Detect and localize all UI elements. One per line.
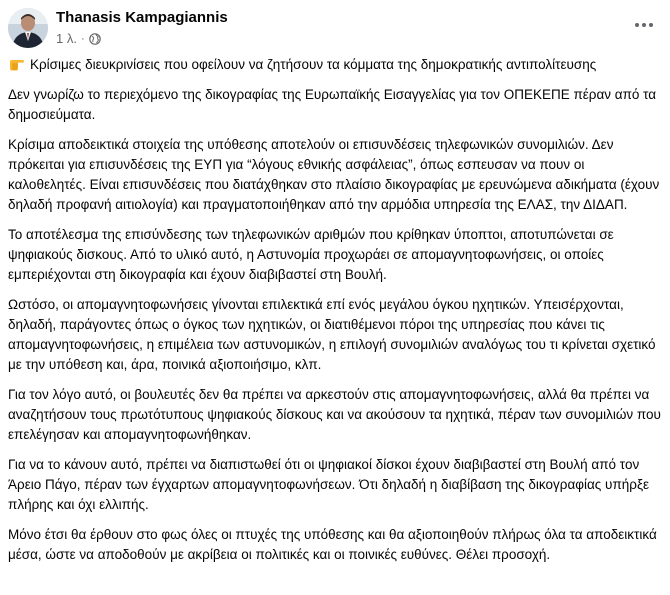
author-avatar[interactable] [8, 8, 48, 48]
post-paragraph: Μόνο έτσι θα έρθουν στο φως όλες οι πτυχές της υπόθεσης και θα αξιοποιηθούν πλήρως όλα τα αποδεικτικά μέσα, ώστε να αποδοθούν με ακρίβεια οι πολιτικές και οι ποινικές ευθύνες. Θέλει προσοχή. [8, 527, 657, 562]
post-paragraph [8, 55, 664, 75]
post-paragraph: Για τον λόγο αυτό, οι βουλευτές δεν θα πρέπει να αρκεστούν στις απομαγνητοφωνήσεις, αλλά θα πρέπει να αναζητήσουν τους πρωτότυπους ψηφιακούς δίσκους και να ακούσουν τα ηχητικά, πέραν των συνομιλιών που επελέγησαν και απομαγνητοφωνήθηκαν. [8, 387, 661, 442]
post-meta [56, 31, 101, 46]
more-options-button[interactable] [632, 13, 656, 37]
post-header [8, 7, 662, 51]
post-paragraph: Κρίσιμα αποδεικτικά στοιχεία της υπόθεσης αποτελούν οι επισυνδέσεις τηλεφωνικών συνομιλιών. Δεν πρόκειται για επισυνδέσεις της ΕΥΠ για “λόγους εθνικής ασφάλειας”, όπως εσπευσαν να πουν οι καλοθελητές. Είναι επισυνδέσεις που διατάχθηκαν στο πλαίσιο δικογραφίας με ερευνώμενα αδικήματα (έχουν δηλαδή προφανή αιτιολογία) και πραγματοποιήθηκαν από την αρμόδια υπηρεσία της ΕΛΑΣ, την ΔΙΔΑΠ. [8, 137, 660, 212]
dot-icon [642, 23, 646, 27]
dot-icon [635, 23, 639, 27]
post-paragraph: Για να το κάνουν αυτό, πρέπει να διαπιστωθεί ότι οι ψηφιακοί δίσκοι έχουν διαβιβαστεί στη Βουλή από τον Άρειο Πάγο, πέραν των έγχαρτων απομαγνητοφωνήσεων. Ότι δηλαδή η διαβίβαση της δικογραφίας υπήρξε πλήρης και όχι ελλιπής. [8, 457, 650, 512]
post-timestamp[interactable]: 1 λ. [56, 31, 77, 46]
backhand-index-pointing-right-icon [8, 57, 26, 71]
author-name[interactable]: Thanasis Kampagiannis [56, 9, 228, 26]
dot-icon [649, 23, 653, 27]
meta-separator: · [80, 32, 85, 45]
post-intro-text: Κρίσιμες διευκρινίσεις που οφείλουν να ζητήσουν τα κόμματα της δημοκρατικής αντιπολίτευσης [30, 57, 597, 72]
post-paragraph: Το αποτέλεσμα της επισύνδεσης των τηλεφωνικών αριθμών που κρίθηκαν ύποπτοι, αποτυπώνεται σε ψηφιακούς δισκους. Από το υλικό αυτό, η Αστυνομία προχωράει σε απομαγνητοφωνήσεις, οι οποίες εμπεριέχονται στη δικογραφία και έχουν διαβιβαστεί στη Βουλή. [8, 227, 614, 282]
post-paragraph: Δεν γνωρίζω το περιεχόμενο της δικογραφίας της Ευρωπαϊκής Εισαγγελίας για τον ΟΠΕΚΕΠΕ πέραν από τα δημοσιεύματα. [8, 87, 657, 122]
avatar-photo-icon [8, 8, 48, 48]
post-paragraph: Ωστόσο, οι απομαγνητοφωνήσεις γίνονται επιλεκτικά επί ενός μεγάλου όγκου ηχητικών. Υπεισέρχονται, δηλαδή, παράγοντες όπως ο όγκος των ηχητικών, οι διατιθέμενοι πόροι της υπηρεσίας που κάνει τις απομαγνητοφωνήσεις, η επιμέλεια των αστυνομικών, η επιλογή συνομιλιών αναλόγως του τι κρίνεται σχετικό με την υπόθεση και, άρα, ποινικά αξιοποιήσιμο, κλπ. [8, 297, 656, 372]
globe-icon[interactable] [89, 33, 101, 45]
post-body [8, 55, 664, 575]
